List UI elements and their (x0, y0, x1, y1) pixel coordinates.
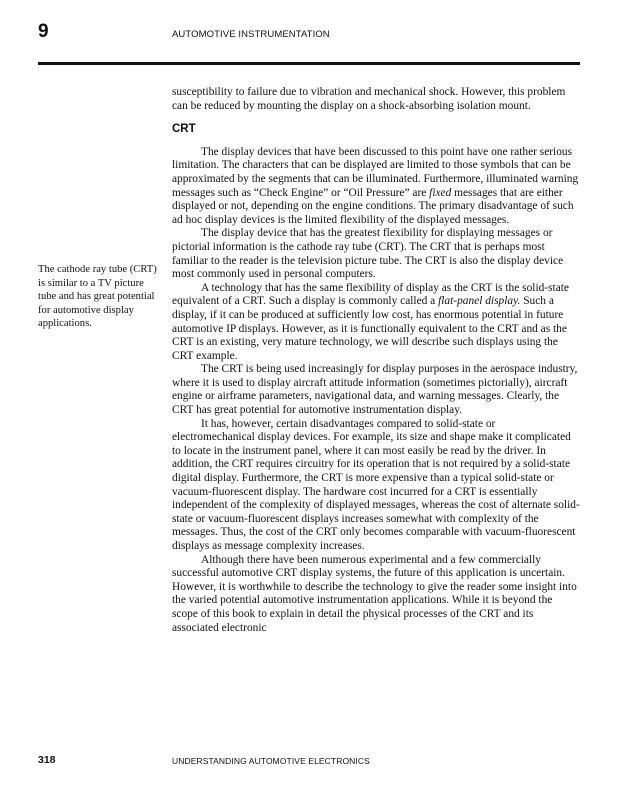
margin-note: The cathode ray tube (CRT) is similar to a TV picture tube and has great potential for automotive display applications. (38, 264, 157, 330)
emphasis: fixed (429, 186, 452, 199)
running-foot: UNDERSTANDING AUTOMOTIVE ELECTRONICS (172, 756, 370, 766)
text-run: messages that are either displayed or not, depending on the engine conditions. The primary disadvantage of such ad hoc display devices is the limited flexibility of the displayed messages. (172, 186, 574, 226)
text-run: Such a display, if it can be produced at sufficiently low cost, has enormous potential in future automotive IP displays. However, as it is functionally equivalent to the CRT and as the CRT is an existing, very mature technology, we will describe such displays using the CRT example. (172, 295, 567, 362)
text-run: A technology that has the same flexibility of display as the CRT is the solid-state equivalent of a CRT. Such a display is commonly called a (172, 281, 569, 308)
paragraph (172, 146, 581, 228)
text-run: The display devices that have been discussed to this point have one rather serious limitation. The characters that can be displayed are limited to those symbols that can be approximated by the segments that can be illuminated. Furthermore, illuminated warning messages such as “Check Engine” or “Oil Pressure” are (172, 145, 579, 199)
paragraph: The CRT is being used increasingly for display purposes in the aerospace industry, where it is used to display aircraft attitude information (sometimes pictorially), aircraft engine or airframe parameters, navigational data, and warning messages. Clearly, the CRT has great potential for automotive instrumentation display. (172, 363, 578, 417)
paragraph: It has, however, certain disadvantages compared to solid-state or electromechanical display devices. For example, its size and shape make it complicated to locate in the instrument panel, where it can most easily be read by the driver. In addition, the CRT requires circuitry for its operation that is not required by a solid-state digital display. Furthermore, the CRT is more expensive than a typical solid-state or vacuum-fluorescent display. The hardware cost incurred for a CRT is essentially independent of the complexity of displayed messages, whereas the cost of alternate solid-state or vacuum-fluorescent displays increases somewhat with complexity of the messages. Thus, the cost of the CRT only becomes comparable with vacuum-fluorescent displays as message complexity increases. (172, 417, 580, 552)
emphasis: flat-panel display. (438, 295, 521, 308)
header-rule (38, 62, 580, 65)
paragraph: Although there have been numerous experimental and a few commercially successful automotive CRT display systems, the future of this application is uncertain. However, it is worthwhile to describe the technology to give the reader some insight into the varied potential automotive instrumentation applications. While it is beyond the scope of this book to explain in detail the physical processes of the CRT and its associated electronic (172, 553, 577, 634)
running-head: AUTOMOTIVE INSTRUMENTATION (172, 29, 330, 40)
page-number: 318 (38, 754, 56, 766)
chapter-number: 9 (38, 21, 49, 42)
section-heading: CRT (172, 123, 196, 136)
paragraph: The display device that has the greatest flexibility for displaying messages or pictorial information is the cathode ray tube (CRT). The CRT that is perhaps most familiar to the reader is the television picture tube. The CRT is also the display device most commonly used in personal computers. (172, 227, 564, 281)
paragraph-continued: susceptibility to failure due to vibration and mechanical shock. However, this problem can be reduced by mounting the display on a shock-absorbing isolation mount. (172, 86, 566, 112)
body-text (172, 86, 581, 635)
paragraph (172, 282, 581, 364)
